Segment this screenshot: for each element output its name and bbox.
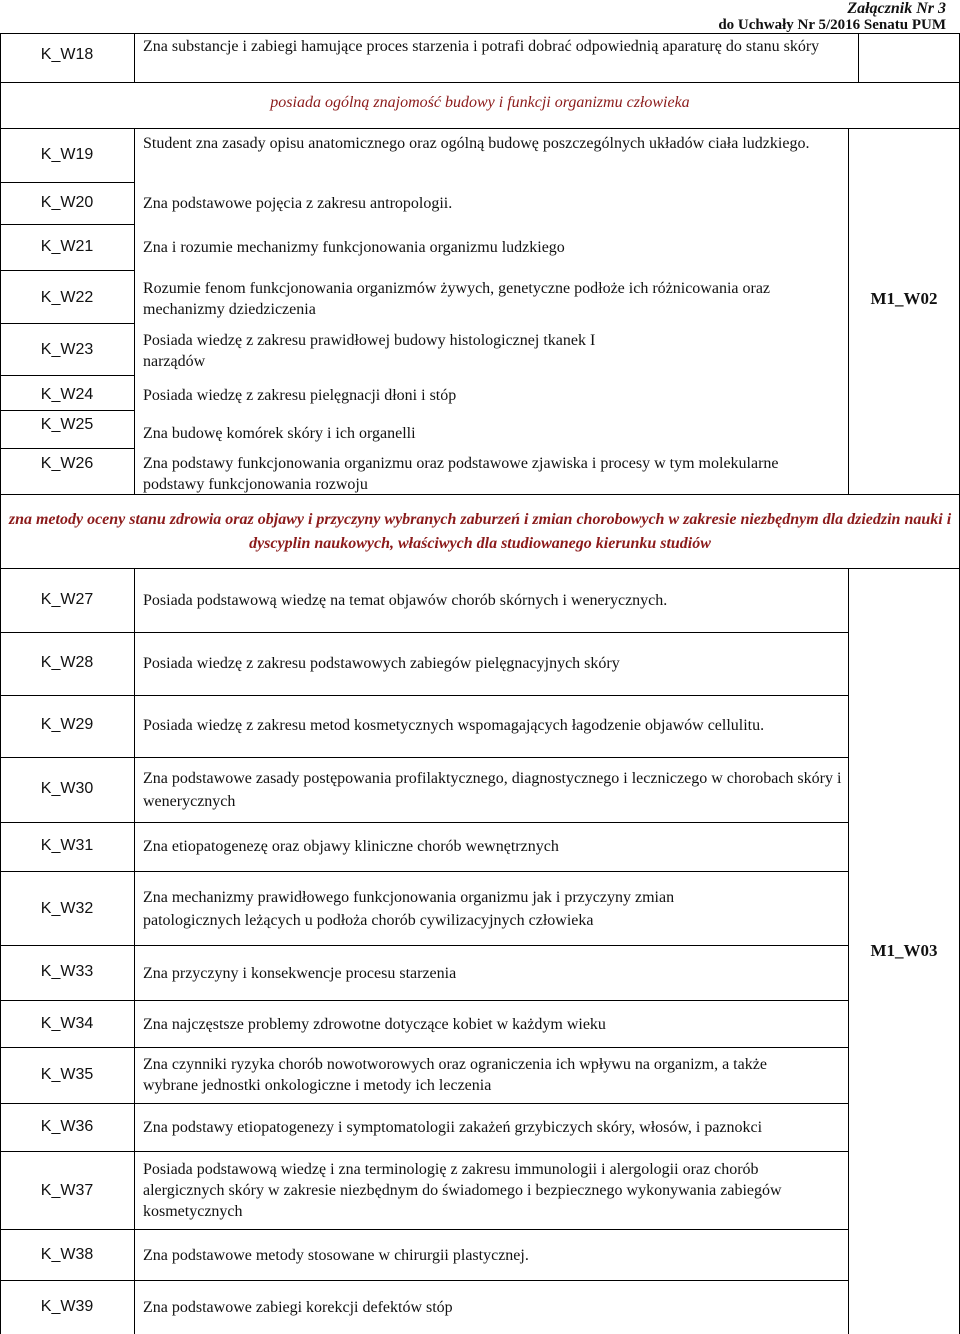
resolution-reference: do Uchwały Nr 5/2016 Senatu PUM xyxy=(718,17,946,33)
row-code: K_W23 xyxy=(40,341,94,358)
row-description: Zna przyczyny i konsekwencje procesu starzenia xyxy=(143,965,457,982)
row-code: K_W25 xyxy=(40,416,94,433)
row-description: Posiada wiedzę z zakresu pielęgnacji dłoni i stóp xyxy=(143,387,457,404)
row-code: K_W35 xyxy=(40,1066,94,1083)
row-code: K_W36 xyxy=(40,1118,94,1135)
reference-code-m1-w02: M1_W02 xyxy=(870,289,938,308)
row-description: Zna mechanizmy prawidłowego funkcjonowania organizmu jak i przyczyny zmian patologicznych leżących u podłoża chorób cywilizacyjnych człowieka xyxy=(143,889,675,929)
row-description: Rozumie fenom funkcjonowania organizmów żywych, genetyczne podłoże ich różnicowania oraz mechanizmy dziedziczenia xyxy=(143,280,771,318)
section-title-body-structure: posiada ogólną znajomość budowy i funkcji organizmu człowieka xyxy=(270,94,690,111)
row-code: K_W18 xyxy=(40,46,94,63)
row-description: Zna i rozumie mechanizmy funkcjonowania organizmu ludzkiego xyxy=(143,239,565,256)
row-description: Posiada wiedzę z zakresu podstawowych zabiegów pielęgnacyjnych skóry xyxy=(143,655,620,672)
row-description: Student zna zasady opisu anatomicznego oraz ogólną budowę poszczególnych układów ciała ludzkiego. xyxy=(143,135,810,152)
row-description: Posiada wiedzę z zakresu prawidłowej budowy histologicznej tkanek I narządów xyxy=(143,332,596,370)
row-description: Zna substancje i zabiegi hamujące proces starzenia i potrafi dobrać odpowiednią aparaturę do stanu skóry xyxy=(143,38,820,55)
row-description: Posiada podstawową wiedzę na temat objawów chorób skórnych i wenerycznych. xyxy=(143,592,668,609)
row-code: K_W24 xyxy=(40,386,94,403)
row-code: K_W37 xyxy=(40,1182,94,1199)
row-code: K_W20 xyxy=(40,194,94,211)
row-code: K_W34 xyxy=(40,1015,94,1032)
document-header xyxy=(718,0,946,34)
row-code: K_W29 xyxy=(40,716,94,733)
row-description: Zna podstawowe zasady postępowania profilaktycznego, diagnostycznego i leczniczego w chorobach skóry i wenerycznych xyxy=(143,770,842,810)
row-code: K_W26 xyxy=(40,455,94,472)
row-code: K_W39 xyxy=(40,1298,94,1315)
row-code: K_W27 xyxy=(40,591,94,608)
annex-title: Załącznik Nr 3 xyxy=(847,0,946,17)
row-description: Zna podstawy funkcjonowania organizmu oraz podstawowe zjawiska i procesy w tym molekularne podstawy funkcjonowania rozwoju xyxy=(143,455,779,493)
row-code: K_W28 xyxy=(40,654,94,671)
row-description: Zna etiopatogenezę oraz objawy kliniczne chorób wewnętrznych xyxy=(143,838,559,855)
row-description: Posiada podstawową wiedzę i zna terminologię z zakresu immunologii i alergologii oraz chorób alergicznych skóry w zakresie niezbędnym do świadomego i bezpiecznego wykonywania zabiegów kosmetycznych xyxy=(143,1161,782,1220)
row-description: Zna podstawowe zabiegi korekcji defektów stóp xyxy=(143,1299,453,1316)
row-description: Posiada wiedzę z zakresu metod kosmetycznych wspomagających łagodzenie objawów cellulitu. xyxy=(143,717,765,734)
reference-code-m1-w03: M1_W03 xyxy=(870,941,938,960)
row-description: Zna podstawy etiopatogenezy i symptomatologii zakażeń grzybiczych skóry, włosów, i paznokci xyxy=(143,1119,763,1136)
row-code: K_W31 xyxy=(40,837,94,854)
row-code: K_W22 xyxy=(40,289,94,306)
row-description: Zna najczęstsze problemy zdrowotne dotyczące kobiet w każdym wieku xyxy=(143,1016,606,1033)
section-title-health-assessment: zna metody oceny stanu zdrowia oraz objawy i przyczyny wybranych zaburzeń i zmian chorobowych w zakresie niezbędnym dla dziedzin nauki i dyscyplin naukowych, właściwych dla studiowanego kierunku studiów xyxy=(8,511,952,552)
row-description: Zna czynniki ryzyka chorób nowotworowych oraz ograniczenia ich wpływu na organizm, a także wybrane jednostki onkologiczne i metody ich leczenia xyxy=(143,1056,767,1094)
row-description: Zna podstawowe metody stosowane w chirurgii plastycznej. xyxy=(143,1247,529,1264)
row-code: K_W30 xyxy=(40,780,94,797)
row-code: K_W21 xyxy=(40,238,94,255)
row-code: K_W38 xyxy=(40,1246,94,1263)
row-code: K_W33 xyxy=(40,963,94,980)
row-description: Zna podstawowe pojęcia z zakresu antropologii. xyxy=(143,195,453,212)
row-code: K_W32 xyxy=(40,900,94,917)
row-code: K_W19 xyxy=(40,146,94,163)
row-description: Zna budowę komórek skóry i ich organelli xyxy=(143,425,416,442)
